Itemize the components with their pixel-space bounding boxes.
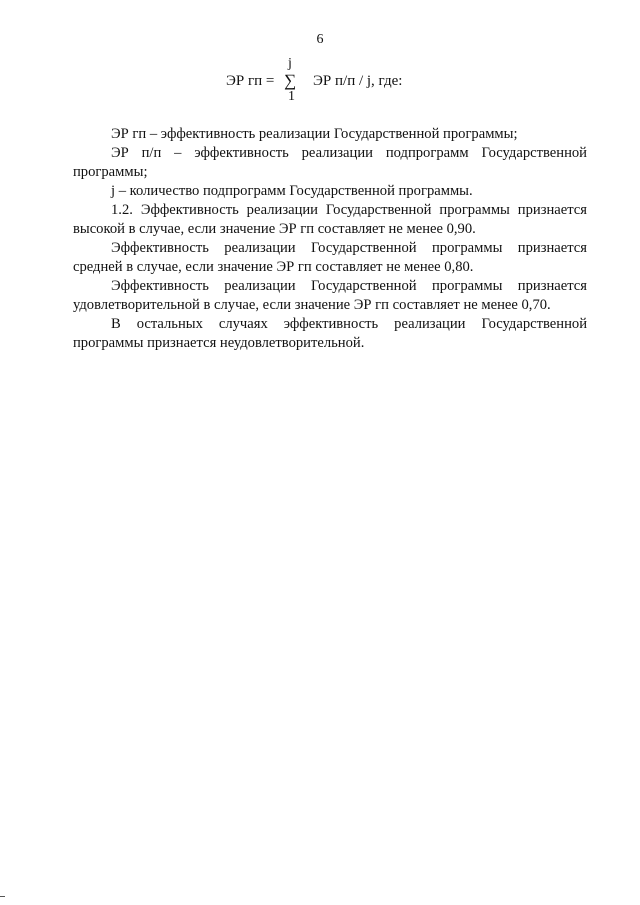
definition-j: j – количество подпрограмм Государственной программы. <box>111 183 473 199</box>
criterion-satisfactory: Эффективность реализации Государственной программы признается удовлетворительной в случае, если значение ЭР гп составляет не менее 0,70. <box>73 278 587 313</box>
sum-sign: ∑ <box>284 71 297 90</box>
margin-mark <box>0 896 5 897</box>
formula <box>226 56 426 106</box>
criterion-unsatisfactory: В остальных случаях эффективность реализации Государственной программы признается неудовлетворительной. <box>73 316 587 351</box>
sum-upper-limit: j <box>288 56 292 71</box>
document-body <box>73 125 587 353</box>
sum-lower-limit: 1 <box>288 89 295 104</box>
formula-rhs: ЭР п/п / j, где: <box>313 73 403 89</box>
definition-er-gp: ЭР гп – эффективность реализации Государственной программы; <box>111 126 518 142</box>
definition-er-pp: ЭР п/п – эффективность реализации подпрограмм Государственной программы; <box>73 145 587 180</box>
criterion-high: 1.2. Эффективность реализации Государственной программы признается высокой в случае, если значение ЭР гп составляет не менее 0,90. <box>73 202 587 237</box>
criterion-medium: Эффективность реализации Государственной программы признается средней в случае, если значение ЭР гп составляет не менее 0,80. <box>73 240 587 275</box>
page-number: 6 <box>316 32 324 47</box>
formula-lhs: ЭР гп = <box>226 73 275 89</box>
